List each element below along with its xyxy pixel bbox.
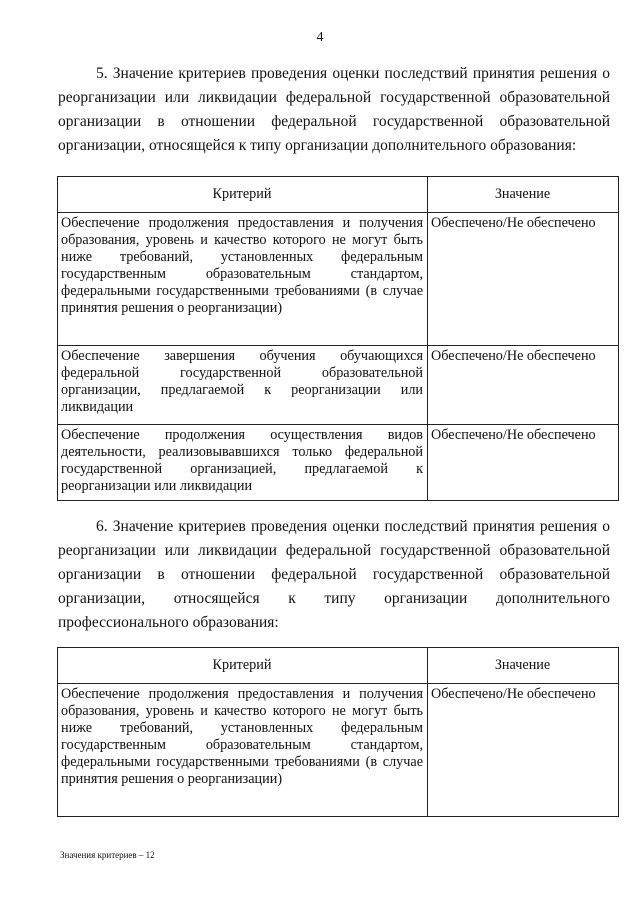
section-5-paragraph: 5. Значение критериев проведения оценки последствий принятия решения о реорганизации или ликвидации федеральной государственной образовательной организации в отношении федеральной государственной образовательной организации, относящейся к типу организации дополнительного образования: — [58, 65, 610, 154]
page-number: 4 — [316, 30, 324, 45]
header-value: Значение — [428, 648, 619, 684]
table-row — [58, 425, 619, 501]
footer-note: Значения критериев – 12 — [60, 850, 155, 860]
table-row — [58, 346, 619, 425]
table-row — [58, 684, 619, 817]
value-cell: Обеспечено/Не обеспечено — [428, 213, 619, 346]
header-criterion: Критерий — [58, 648, 428, 684]
value-cell: Обеспечено/Не обеспечено — [428, 346, 619, 425]
table-header-row — [58, 648, 619, 684]
section-6-table — [57, 647, 619, 817]
header-value: Значение — [428, 177, 619, 213]
table-row — [58, 213, 619, 346]
criterion-cell: Обеспечение продолжения осуществления видов деятельности, реализовывавшихся только федеральной государственной организацией, предлагаемой к реорганизации или ликвидации — [58, 425, 428, 501]
section-6-paragraph: 6. Значение критериев проведения оценки последствий принятия решения о реорганизации или ликвидации федеральной государственной образовательной организации в отношении федеральной государственной образовательной организации, относящейся к типу организации дополнительного профессионального образования: — [58, 518, 610, 631]
criterion-cell: Обеспечение продолжения предоставления и получения образования, уровень и качество которого не могут быть ниже требований, установленных федеральным государственным образовательным стандартом, федеральными государственными требованиями (в случае принятия решения о реорганизации) — [58, 213, 428, 346]
table-header-row — [58, 177, 619, 213]
criterion-cell: Обеспечение завершения обучения обучающихся федеральной государственной образовательной организации, предлагаемой к реорганизации или ликвидации — [58, 346, 428, 425]
value-cell: Обеспечено/Не обеспечено — [428, 425, 619, 501]
section-5-table — [57, 176, 619, 501]
header-criterion: Критерий — [58, 177, 428, 213]
criterion-cell: Обеспечение продолжения предоставления и получения образования, уровень и качество которого не могут быть ниже требований, установленных федеральным государственным образовательным стандартом, федеральными государственными требованиями (в случае принятия решения о реорганизации) — [58, 684, 428, 817]
value-cell: Обеспечено/Не обеспечено — [428, 684, 619, 817]
